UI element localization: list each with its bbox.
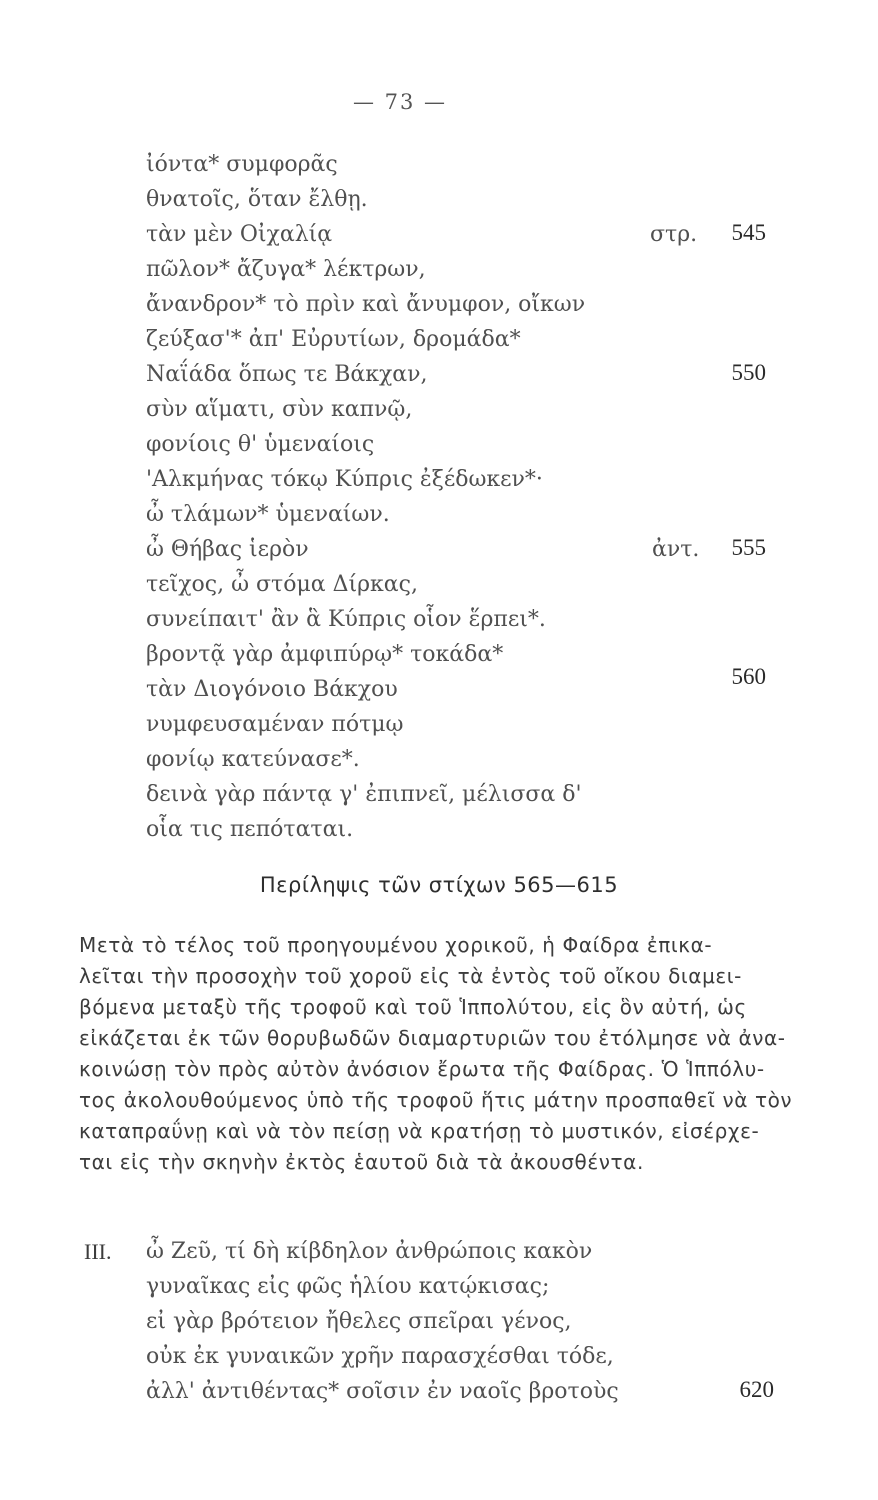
verse-line: ζεύξασ'* ἀπ' Εὐρυτίων, δρομάδα* <box>146 327 521 352</box>
antistrophe-label: ἀντ. <box>652 537 700 562</box>
verse-line: ὦ τλάμων* ὑμεναίων. <box>146 502 390 527</box>
part-label: III. <box>84 1239 112 1264</box>
verse-line: τεῖχος, ὦ στόμα Δίρκας, <box>146 572 418 597</box>
summary-line: εἰκάζεται ἐκ τῶν θορυβωδῶν διαμαρτυριῶν του ἐτόλμησε νὰ ἀνα- <box>79 1026 786 1050</box>
line-number: 550 <box>731 360 766 385</box>
verse-line: εἰ γὰρ βρότειον ἤθελες σπεῖραι γένος, <box>146 1309 572 1334</box>
summary-line: βόμενα μεταξὺ τῆς τροφοῦ καὶ τοῦ Ἱππολύτου, εἰς ὃν αὐτή, ὡς <box>79 995 747 1019</box>
verse-line: ἀλλ' ἀντιθέντας* σοῖσιν ἐν ναοῖς βροτοὺς <box>146 1379 619 1404</box>
page-number: — 73 — <box>352 90 448 114</box>
verse-line: θνατοῖς, ὅταν ἔλθῃ. <box>146 187 368 212</box>
verse-line: βροντᾷ γὰρ ἀμφιπύρῳ* τοκάδα* <box>146 642 504 667</box>
line-number: 555 <box>731 535 766 560</box>
verse-line: γυναῖκας εἰς φῶς ἡλίου κατῴκισας; <box>146 1274 550 1299</box>
verse-line: οἷα τις πεπόταται. <box>146 817 354 842</box>
summary-line: Μετὰ τὸ τέλος τοῦ προηγουμένου χορικοῦ, ἡ Φαίδρα ἐπικα- <box>79 933 713 957</box>
summary-line: ται εἰς τὴν σκηνὴν ἐκτὸς ἑαυτοῦ διὰ τὰ ἀκουσθέντα. <box>79 1150 644 1174</box>
verse-line: πῶλον* ἄζυγα* λέκτρων, <box>146 257 426 282</box>
strophe-label: στρ. <box>650 222 698 247</box>
verse-line: φονίοις θ' ὑμεναίοις <box>146 432 375 457</box>
verse-line: νυμφευσαμέναν πότμῳ <box>146 712 404 737</box>
verse-line: ὦ Ζεῦ, τί δὴ κίβδηλον ἀνθρώποις κακὸν <box>146 1239 593 1264</box>
verse-line: ὦ Θήβας ἱερὸν <box>146 537 309 562</box>
verse-line: τὰν Διογόνοιο Βάκχου <box>146 677 398 702</box>
summary-line: καταπραΰνῃ καὶ νὰ τὸν πείσῃ νὰ κρατήσῃ τὸ μυστικόν, εἰσέρχε- <box>79 1119 760 1143</box>
verse-line: ἄνανδρον* τὸ πρὶν καὶ ἄνυμφον, οἴκων <box>146 292 586 317</box>
summary-line: κοινώσῃ τὸν πρὸς αὐτὸν ἀνόσιον ἔρωτα τῆς Φαίδρας. Ὁ Ἱππόλυ- <box>79 1057 765 1081</box>
verse-line: τὰν μὲν Οἰχαλίᾳ <box>146 222 333 247</box>
verse-line: Ναΐάδα ὅπως τε Βάκχαν, <box>146 362 428 387</box>
verse-line: δεινὰ γὰρ πάντᾳ γ' ἐπιπνεῖ, μέλισσα δ' <box>146 782 582 807</box>
line-number: 620 <box>739 1377 774 1402</box>
verse-line: οὐκ ἐκ γυναικῶν χρῆν παρασχέσθαι τόδε, <box>146 1344 614 1369</box>
verse-line: σὺν αἵματι, σὺν καπνῷ, <box>146 397 413 422</box>
verse-line: συνείπαιτ' ἂν ἃ Κύπρις οἷον ἕρπει*. <box>146 607 546 632</box>
verse-line: ἰόντα* συμφορᾶς <box>146 152 338 177</box>
verse-line: φονίῳ κατεύνασε*. <box>146 747 360 772</box>
verse-line: 'Αλκμήνας τόκῳ Κύπρις ἐξέδωκεν*· <box>146 467 543 492</box>
summary-heading: Περίληψις τῶν στίχων 565—615 <box>259 873 619 897</box>
line-number: 560 <box>731 664 766 689</box>
summary-line: λεῖται τὴν προσοχὴν τοῦ χοροῦ εἰς τὰ ἐντὸς τοῦ οἴκου διαμει- <box>79 964 742 988</box>
summary-line: τος ἀκολουθούμενος ὑπὸ τῆς τροφοῦ ἥτις μάτην προσπαθεῖ νὰ τὸν <box>79 1088 793 1112</box>
line-number: 545 <box>731 220 766 245</box>
